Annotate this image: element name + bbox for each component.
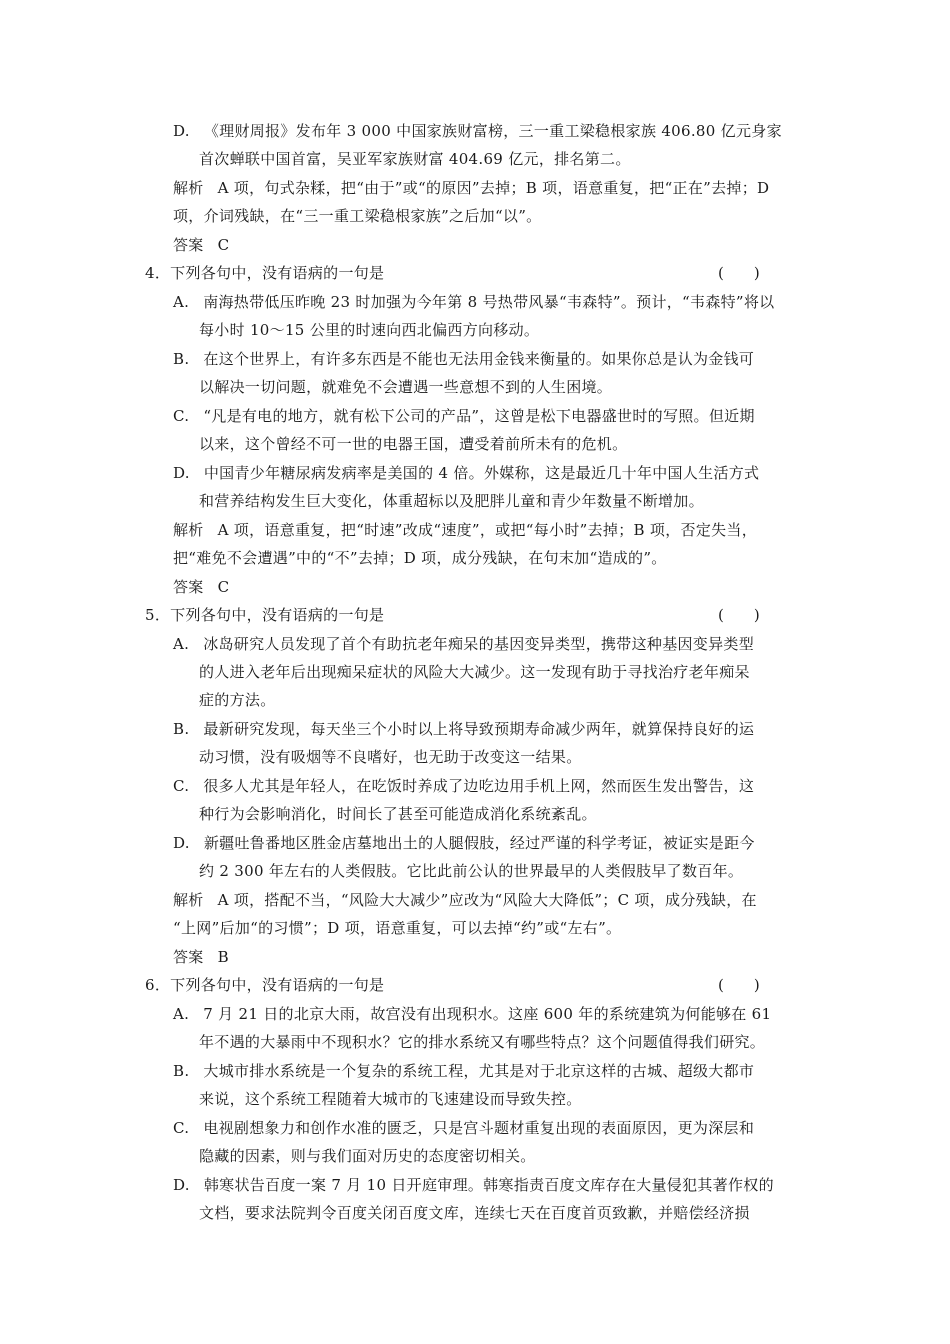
q5-answer-bracket: ( )	[718, 606, 760, 624]
q4-option-a	[173, 292, 774, 312]
answer-value: C	[217, 236, 230, 254]
q6-answer-bracket: ( )	[718, 976, 760, 994]
option-text: 很多人尤其是年轻人，在吃饭时养成了边吃边用手机上网，然而医生发出警告，这	[203, 777, 755, 795]
q5-option-c-cont: 种行为会影响消化，时间长了甚至可能造成消化系统紊乱。	[199, 805, 597, 823]
q6-option-a	[173, 1004, 771, 1024]
q3-option-d-cont: 首次蝉联中国首富，吴亚军家族财富 404.69 亿元，排名第二。	[199, 150, 631, 168]
answer-label: 答案	[173, 578, 204, 596]
analysis-text: A 项，语意重复，把“时速”改成“速度”，或把“每小时”去掉；B 项，否定失当，	[217, 521, 758, 539]
q4-option-d	[173, 463, 759, 483]
q4-option-c-cont: 以来，这个曾经不可一世的电器王国，遭受着前所未有的危机。	[199, 435, 628, 453]
q5-option-c	[173, 776, 754, 796]
q6-option-a-cont: 年不遇的大暴雨中不现积水？它的排水系统又有哪些特点？这个问题值得我们研究。	[199, 1033, 766, 1051]
q4-option-d-cont: 和营养结构发生巨大变化，体重超标以及肥胖儿童和青少年数量不断增加。	[199, 492, 704, 510]
q6-option-b-cont: 来说，这个系统工程随着大城市的飞速建设而导致失控。	[199, 1090, 582, 1108]
q3-answer	[173, 235, 229, 255]
q5-analysis-cont: “上网”后加“的习惯”；D 项，语意重复，可以去掉“约”或“左右”。	[173, 919, 622, 937]
q5-option-a-cont2: 症的方法。	[199, 691, 276, 709]
option-label: D.	[173, 1176, 190, 1194]
option-label: C.	[173, 407, 190, 425]
q6-option-d-cont: 文档，要求法院判令百度关闭百度文库，连续七天在百度首页致歉，并赔偿经济损	[199, 1204, 750, 1222]
q6-stem: 6．下列各句中，没有语病的一句是	[145, 976, 385, 994]
q4-option-a-cont: 每小时 10～15 公里的时速向西北偏西方向移动。	[199, 321, 540, 339]
option-label: A.	[173, 293, 190, 311]
option-text: 大城市排水系统是一个复杂的系统工程，尤其是对于北京这样的古城、超级大都市	[203, 1062, 755, 1080]
option-label: A.	[173, 1005, 190, 1023]
q4-answer	[173, 577, 229, 597]
option-label: C.	[173, 777, 190, 795]
q4-answer-bracket: ( )	[718, 264, 760, 282]
option-label: B.	[173, 720, 190, 738]
option-text: 冰岛研究人员发现了首个有助抗老年痴呆的基因变异类型，携带这种基因变异类型	[203, 635, 755, 653]
q3-analysis-cont: 项，介词残缺，在“三一重工梁稳根家族”之后加“以”。	[173, 207, 542, 225]
q3-analysis	[173, 178, 769, 198]
q4-analysis	[173, 520, 757, 540]
option-text: 在这个世界上，有许多东西是不能也无法用金钱来衡量的。如果你总是认为金钱可	[203, 350, 755, 368]
q6-option-d	[173, 1175, 774, 1195]
analysis-label: 解析	[173, 521, 204, 539]
option-label: A.	[173, 635, 190, 653]
option-label: D.	[173, 464, 190, 482]
option-label: B.	[173, 1062, 190, 1080]
option-text: 南海热带低压昨晚 23 时加强为今年第 8 号热带风暴“韦森特”。预计，“韦森特”将以	[203, 293, 775, 311]
q5-option-d	[173, 833, 755, 853]
option-text: 中国青少年糖尿病发病率是美国的 4 倍。外媒称，这是最近几十年中国人生活方式	[203, 464, 760, 482]
q5-option-b-cont: 动习惯，没有吸烟等不良嗜好，也无助于改变这一结果。	[199, 748, 582, 766]
q4-stem: 4．下列各句中，没有语病的一句是	[145, 264, 385, 282]
q4-option-b	[173, 349, 754, 369]
analysis-text: A 项，搭配不当，“风险大大减少”应改为“风险大大降低”；C 项，成分残缺，在	[217, 891, 757, 909]
q5-analysis	[173, 890, 757, 910]
option-text: “凡是有电的地方，就有松下公司的产品”，这曾是松下电器盛世时的写照。但近期	[203, 407, 755, 425]
q3-option-d	[173, 121, 782, 141]
q4-analysis-cont: 把“难免不会遭遇”中的“不”去掉；D 项，成分残缺，在句末加“造成的”。	[173, 549, 667, 567]
option-text: 7 月 21 日的北京大雨，故宫没有出现积水。这座 600 年的系统建筑为何能够在 61	[203, 1005, 772, 1023]
option-text: 最新研究发现，每天坐三个小时以上将导致预期寿命减少两年，就算保持良好的运	[203, 720, 755, 738]
option-label: D.	[173, 122, 190, 140]
option-text: 韩寒状告百度一案 7 月 10 日开庭审理。韩寒指责百度文库存在大量侵犯其著作权的	[203, 1176, 774, 1194]
q5-option-a	[173, 634, 754, 654]
q6-option-c	[173, 1118, 754, 1138]
q5-stem: 5．下列各句中，没有语病的一句是	[145, 606, 385, 624]
q4-option-c	[173, 406, 755, 426]
answer-label: 答案	[173, 948, 204, 966]
answer-label: 答案	[173, 236, 204, 254]
option-label: D.	[173, 834, 190, 852]
analysis-label: 解析	[173, 179, 204, 197]
q6-option-b	[173, 1061, 754, 1081]
q6-option-c-cont: 隐藏的因素，则与我们面对历史的态度密切相关。	[199, 1147, 536, 1165]
answer-value: B	[217, 948, 229, 966]
q5-answer	[173, 947, 229, 967]
option-text: 新疆吐鲁番地区胜金店墓地出土的人腿假肢，经过严谨的科学考证，被证实是距今	[203, 834, 755, 852]
option-label: C.	[173, 1119, 190, 1137]
q5-option-b	[173, 719, 754, 739]
option-text: 电视剧想象力和创作水准的匮乏，只是宫斗题材重复出现的表面原因，更为深层和	[203, 1119, 755, 1137]
answer-value: C	[217, 578, 230, 596]
analysis-text: A 项，句式杂糅，把“由于”或“的原因”去掉；B 项，语意重复，把“正在”去掉；D	[217, 179, 770, 197]
q5-option-a-cont: 的人进入老年后出现痴呆症状的风险大大减少。这一发现有助于寻找治疗老年痴呆	[199, 663, 750, 681]
q5-option-d-cont: 约 2 300 年左右的人类假肢。它比此前公认的世界最早的人类假肢早了数百年。	[199, 862, 744, 880]
q4-option-b-cont: 以解决一切问题，就难免不会遭遇一些意想不到的人生困境。	[199, 378, 613, 396]
option-label: B.	[173, 350, 190, 368]
option-text: 《理财周报》发布年 3 000 中国家族财富榜，三一重工梁稳根家族 406.80 亿元身家	[203, 122, 782, 140]
analysis-label: 解析	[173, 891, 204, 909]
